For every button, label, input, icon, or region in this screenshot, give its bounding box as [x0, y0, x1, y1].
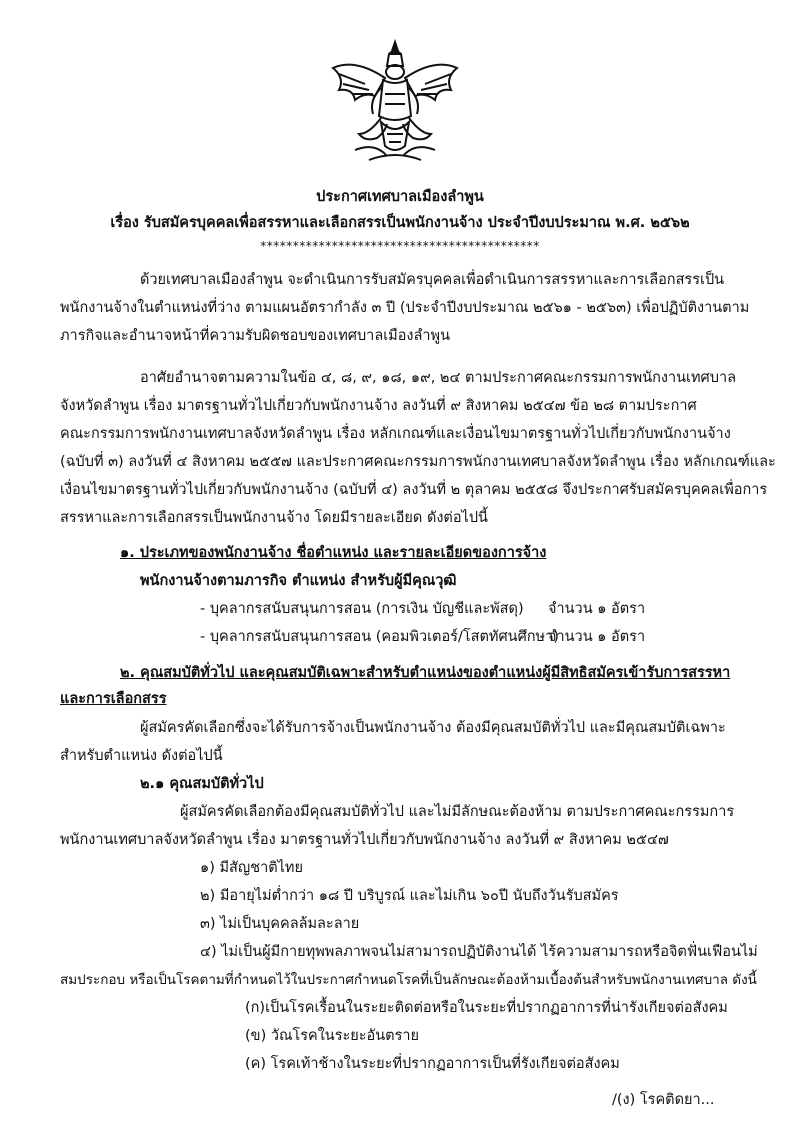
section2-1-intro-line-1: ผู้สมัครคัดเลือกต้องมีคุณสมบัติทั่วไป และไม่มีลักษณะต้องห้าม ตามประกาศคณะกรรมการ [180, 804, 735, 820]
position-2-count: จำนวน ๑ อัตรา [548, 629, 646, 645]
section2-heading-line-2: และการเลือกสรร [60, 691, 167, 707]
qualification-item-4-line-2: สมประกอบ หรือเป็นโรคตามที่กำหนดไว้ในประกาศกำหนดโรคที่เป็นลักษณะต้องห้ามเบื้องต้นสำหรับพนักงานเทศบาล ดังนี้ [60, 972, 757, 988]
intro-p2-line-2: จังหวัดลำพูน เรื่อง มาตรฐานทั่วไปเกี่ยวกับพนักงานจ้าง ลงวันที่ ๙ สิงหาคม ๒๕๔๗ ข้อ ๒๘ ตามประกาศ [60, 398, 697, 414]
intro-p2-line-3: คณะกรรมการพนักงานเทศบาลจังหวัดลำพูน เรื่อง หลักเกณฑ์และเงื่อนไขมาตรฐานทั่วไปเกี่ยวกับพนักงานจ้าง [60, 426, 731, 442]
qualification-item-3: ๓) ไม่เป็นบุคคลล้มละลาย [200, 916, 360, 932]
garuda-emblem-icon [325, 38, 465, 168]
intro-p2-line-1: อาศัยอำนาจตามความในข้อ ๔, ๘, ๙, ๑๘, ๑๙, ๒๔ ตามประกาศคณะกรรมการพนักงานเทศบาล [140, 370, 736, 386]
disease-item-b: (ข) วัณโรคในระยะอันตราย [245, 1028, 420, 1044]
section1-subheading: พนักงานจ้างตามภารกิจ ตำแหน่ง สำหรับผู้มีคุณวุฒิ [140, 573, 457, 589]
qualification-item-2: ๒) มีอายุไม่ต่ำกว่า ๑๘ ปี บริบูรณ์ และไม่เกิน ๖๐ปี นับถึงวันรับสมัคร [200, 888, 619, 904]
intro-p2-line-4: (ฉบับที่ ๓) ลงวันที่ ๔ สิงหาคม ๒๕๕๗ และประกาศคณะกรรมการพนักงานเทศบาลจังหวัดลำพูน เรื่อง หลักเกณฑ์และ [60, 454, 776, 470]
document-title: ประกาศเทศบาลเมืองลำพูน [316, 189, 484, 205]
section2-heading-line-1: ๒. คุณสมบัติทั่วไป และคุณสมบัติเฉพาะสำหรับตำแหน่งของตำแหน่งผู้มีสิทธิสมัครเข้ารับการสรรหา [120, 665, 731, 681]
intro-p1-line-2: พนักงานจ้างในตำแหน่งที่ว่าง ตามแผนอัตรากำลัง ๓ ปี (ประจำปีงบประมาณ ๒๕๖๑ - ๒๕๖๓) เพื่อปฏิบัติงานตาม [60, 300, 750, 316]
position-2-name: - บุคลากรสนับสนุนการสอน (คอมพิวเตอร์/โสตทัศนศึกษา) [200, 629, 559, 645]
section1-heading: ๑. ประเภทของพนักงานจ้าง ชื่อตำแหน่ง และรายละเอียดของการจ้าง [120, 545, 547, 561]
page-continuation: /(ง) โรคติดยา... [612, 1092, 715, 1108]
disease-item-c: (ค) โรคเท้าช้างในระยะที่ปรากฏอาการเป็นที่รังเกียจต่อสังคม [245, 1056, 620, 1072]
intro-p2-line-5: เงื่อนไขมาตรฐานทั่วไปเกี่ยวกับพนักงานจ้าง (ฉบับที่ ๔) ลงวันที่ ๒ ตุลาคม ๒๕๕๘ จึงประกาศรับสมัครบุคคลเพื่อการ [60, 482, 768, 498]
position-1-name: - บุคลากรสนับสนุนการสอน (การเงิน บัญชีและพัสดุ) [200, 601, 524, 617]
disease-item-a: (ก)เป็นโรคเรื้อนในระยะติดต่อหรือในระยะที่ปรากฏอาการที่น่ารังเกียจต่อสังคม [245, 1000, 728, 1016]
qualification-item-1: ๑) มีสัญชาติไทย [200, 860, 303, 876]
separator-stars: ******************************************* [260, 239, 540, 253]
position-1-count: จำนวน ๑ อัตรา [548, 601, 646, 617]
section2-intro-line-1: ผู้สมัครคัดเลือกซึ่งจะได้รับการจ้างเป็นพนักงานจ้าง ต้องมีคุณสมบัติทั่วไป และมีคุณสมบัติเฉพาะ [140, 720, 726, 736]
intro-p2-line-6: สรรหาและการเลือกสรรเป็นพนักงานจ้าง โดยมีรายละเอียด ดังต่อไปนี้ [60, 510, 488, 526]
section2-1-intro-line-2: พนักงานเทศบาลจังหวัดลำพูน เรื่อง มาตรฐานทั่วไปเกี่ยวกับพนักงานจ้าง ลงวันที่ ๙ สิงหาคม ๒๕๔๗ [60, 832, 669, 848]
intro-p1-line-3: ภารกิจและอำนาจหน้าที่ความรับผิดชอบของเทศบาลเมืองลำพูน [60, 328, 451, 344]
document-subject: เรื่อง รับสมัครบุคคลเพื่อสรรหาและเลือกสรรเป็นพนักงานจ้าง ประจำปีงบประมาณ พ.ศ. ๒๕๖๒ [110, 215, 690, 231]
intro-p1-line-1: ด้วยเทศบาลเมืองลำพูน จะดำเนินการรับสมัครบุคคลเพื่อดำเนินการสรรหาและการเลือกสรรเป็น [140, 272, 725, 288]
section2-1-heading: ๒.๑ คุณสมบัติทั่วไป [140, 776, 264, 792]
section2-intro-line-2: สำหรับตำแหน่ง ดังต่อไปนี้ [60, 748, 223, 764]
qualification-item-4-line-1: ๔) ไม่เป็นผู้มีกายทุพพลภาพจนไม่สามารถปฏิบัติงานได้ ไร้ความสามารถหรือจิตฟั่นเฟือนไม่ [200, 944, 758, 960]
